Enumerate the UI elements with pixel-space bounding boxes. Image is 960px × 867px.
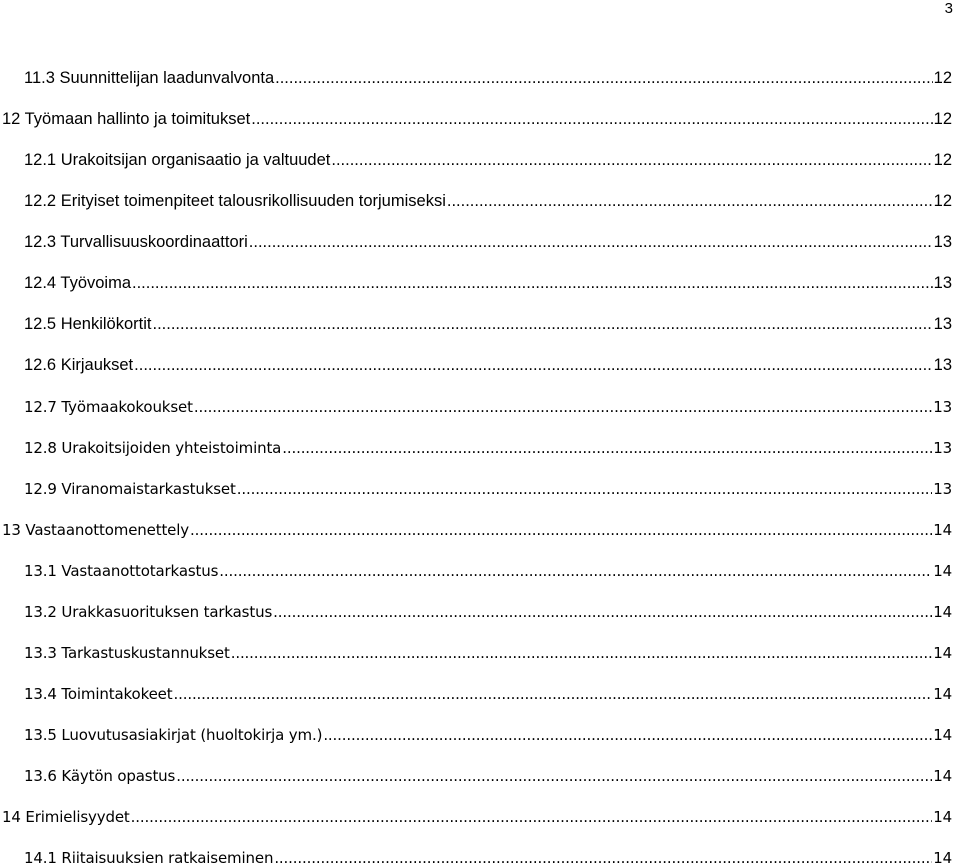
toc-entry-page: 13 — [933, 315, 952, 333]
toc-dot-leader — [249, 233, 933, 252]
toc-dot-leader — [282, 439, 932, 457]
toc-entry-title: 13.2 Urakkasuorituksen tarkastus — [24, 603, 273, 621]
toc-dot-leader — [190, 521, 932, 539]
toc-entry[interactable] — [24, 841, 952, 867]
toc-entry[interactable] — [24, 267, 952, 293]
toc-dot-leader — [194, 398, 932, 416]
toc-entry-page: 13 — [933, 356, 952, 374]
toc-entry-page: 13 — [933, 398, 952, 416]
toc-entry-title: 12.2 Erityiset toimenpiteet talousrikollisuuden torjumiseksi — [24, 192, 446, 210]
toc-entry-title: 13.4 Toimintakokeet — [24, 685, 173, 703]
toc-entry-page: 12 — [933, 110, 952, 128]
toc-entry-title: 13.3 Tarkastuskustannukset — [24, 644, 230, 662]
toc-entry-title: 12 Työmaan hallinto ja toimitukset — [2, 110, 251, 128]
toc-entry-title: 14.1 Riitaisuuksien ratkaiseminen — [24, 849, 274, 867]
toc-entry-title: 13 Vastaanottomenettely — [2, 521, 190, 539]
toc-entry[interactable] — [24, 62, 952, 88]
toc-entry-page: 12 — [933, 151, 952, 169]
toc-entry[interactable] — [2, 513, 952, 539]
toc-dot-leader — [131, 808, 933, 826]
toc-entry-title: 12.9 Viranomaistarkastukset — [24, 480, 236, 498]
toc-entry-title: 13.6 Käytön opastus — [24, 767, 176, 785]
toc-dot-leader — [274, 849, 932, 867]
toc-entry-title: 12.5 Henkilökortit — [24, 315, 152, 333]
toc-dot-leader — [251, 110, 932, 129]
toc-entry-page: 13 — [933, 233, 952, 251]
toc-entry-page: 14 — [933, 726, 952, 744]
toc-entry[interactable] — [2, 103, 952, 129]
toc-entry[interactable] — [24, 554, 952, 580]
toc-entry-page: 14 — [933, 685, 952, 703]
toc-entry-page: 14 — [933, 808, 952, 826]
toc-dot-leader — [275, 69, 933, 88]
toc-entry-title: 11.3 Suunnittelijan laadunvalvonta — [24, 69, 275, 87]
toc-entry[interactable] — [24, 431, 952, 457]
toc-entry-title: 12.3 Turvallisuuskoordinaattori — [24, 233, 248, 251]
toc-dot-leader — [219, 562, 932, 580]
toc-dot-leader — [152, 315, 932, 334]
toc-entry[interactable] — [24, 718, 952, 744]
toc-dot-leader — [237, 480, 932, 498]
toc-entry[interactable] — [24, 390, 952, 416]
page-number: 3 — [944, 0, 953, 17]
toc-entry[interactable] — [24, 308, 952, 334]
toc-entry-title: 13.1 Vastaanottotarkastus — [24, 562, 219, 580]
toc-entry-title: 14 Erimielisyydet — [2, 808, 130, 826]
toc-entry-page: 14 — [933, 849, 952, 867]
toc-entry[interactable] — [24, 759, 952, 785]
toc-entry-page: 14 — [933, 767, 952, 785]
toc-entry[interactable] — [24, 677, 952, 703]
toc-dot-leader — [331, 151, 932, 170]
toc-entry-page: 14 — [933, 644, 952, 662]
toc-entry-page: 13 — [933, 274, 952, 292]
toc-dot-leader — [231, 644, 933, 662]
toc-entry-page: 14 — [933, 562, 952, 580]
toc-entry-page: 14 — [933, 521, 952, 539]
toc-entry-page: 13 — [933, 439, 952, 457]
toc-entry-page: 14 — [933, 603, 952, 621]
toc-entry[interactable] — [24, 636, 952, 662]
toc-dot-leader — [173, 685, 932, 703]
toc-entry-title: 12.4 Työvoima — [24, 274, 132, 292]
toc-entry-title: 12.8 Urakoitsijoiden yhteistoiminta — [24, 439, 282, 457]
toc-entry-page: 12 — [933, 69, 952, 87]
toc-entry-title: 12.1 Urakoitsijan organisaatio ja valtuudet — [24, 151, 331, 169]
toc-entry-title: 13.5 Luovutusasiakirjat (huoltokirja ym.) — [24, 726, 323, 744]
toc-entry[interactable] — [24, 144, 952, 170]
toc-entry[interactable] — [2, 800, 952, 826]
toc-dot-leader — [176, 767, 932, 785]
toc-entry[interactable] — [24, 349, 952, 375]
toc-entry[interactable] — [24, 595, 952, 621]
toc-dot-leader — [132, 274, 933, 293]
toc-dot-leader — [273, 603, 932, 621]
toc-entry-page: 13 — [933, 480, 952, 498]
toc-entry[interactable] — [24, 185, 952, 211]
toc-dot-leader — [323, 726, 932, 744]
toc-entry-title: 12.7 Työmaakokoukset — [24, 398, 193, 416]
toc-dot-leader — [447, 192, 933, 211]
toc-entry-page: 12 — [933, 192, 952, 210]
toc-entry-title: 12.6 Kirjaukset — [24, 356, 134, 374]
toc-dot-leader — [134, 356, 932, 375]
toc-entry[interactable] — [24, 226, 952, 252]
toc-entry[interactable] — [24, 472, 952, 498]
